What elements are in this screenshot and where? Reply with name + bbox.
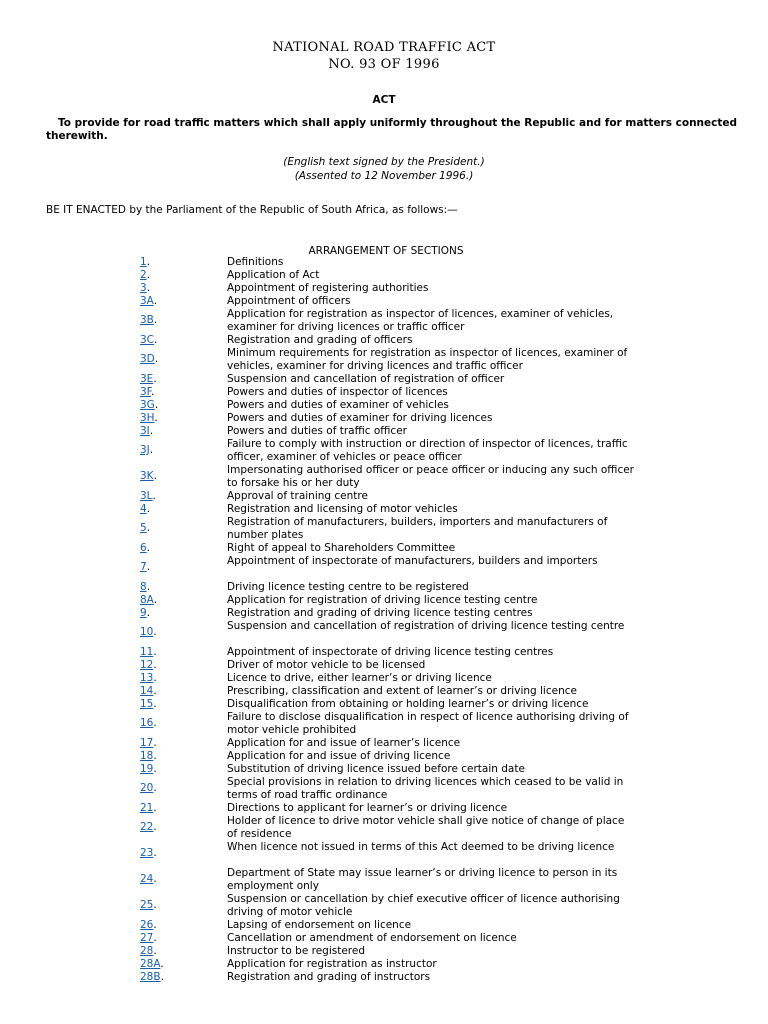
section-row: [0, 347, 768, 373]
section-title: Special provisions in relation to driving licences which ceased to be valid in terms of road traffic ordinance: [227, 776, 624, 801]
section-link[interactable]: 3D: [140, 353, 155, 365]
section-title: Lapsing of endorsement on licence: [227, 919, 412, 931]
section-link[interactable]: 26: [140, 919, 154, 931]
section-title: Application of Act: [227, 269, 320, 281]
section-number: 17.: [140, 737, 157, 749]
section-number: 3B.: [140, 314, 158, 326]
section-title: Suspension and cancellation of registration of officer: [227, 373, 505, 385]
section-title: Application for registration as instructor: [227, 958, 437, 970]
section-link[interactable]: 3B: [140, 314, 154, 326]
section-title: Driver of motor vehicle to be licensed: [227, 659, 426, 671]
arrangement-heading: ARRANGEMENT OF SECTIONS: [308, 245, 464, 257]
section-number: 11.: [140, 646, 157, 658]
section-link[interactable]: 2: [140, 269, 147, 281]
section-number: 5.: [140, 522, 151, 534]
section-row: [0, 464, 768, 490]
act-number: NO. 93 OF 1996: [328, 57, 440, 72]
section-row: [0, 412, 768, 425]
section-row: [0, 334, 768, 347]
section-row: [0, 932, 768, 945]
section-title: Directions to applicant for learner’s or driving licence: [227, 802, 508, 814]
section-row: [0, 503, 768, 516]
section-title: Cancellation or amendment of endorsement on licence: [227, 932, 517, 944]
section-title: Registration of manufacturers, builders, importers and manufacturers of number plates: [227, 516, 608, 541]
section-title: Application for and issue of learner’s licence: [227, 737, 461, 749]
section-title: Prescribing, classification and extent of learner’s or driving licence: [227, 685, 577, 697]
sections-list: [0, 256, 768, 984]
section-link[interactable]: 18: [140, 750, 154, 762]
section-number: 21.: [140, 802, 157, 814]
section-link[interactable]: 16: [140, 717, 154, 729]
section-number: 3C.: [140, 334, 158, 346]
section-number: 4.: [140, 503, 151, 515]
section-number: 15.: [140, 698, 157, 710]
section-number: 12.: [140, 659, 157, 671]
section-link[interactable]: 7: [140, 561, 147, 573]
section-number: 3G.: [140, 399, 159, 411]
section-link[interactable]: 24: [140, 873, 154, 885]
section-row: [0, 542, 768, 555]
section-row: [0, 646, 768, 659]
section-row: [0, 711, 768, 737]
section-row: [0, 581, 768, 594]
section-row: [0, 256, 768, 269]
section-row: [0, 815, 768, 841]
section-link[interactable]: 14: [140, 685, 154, 697]
section-number: 25.: [140, 899, 157, 911]
section-title: Powers and duties of examiner of vehicles: [227, 399, 449, 411]
section-link[interactable]: 13: [140, 672, 154, 684]
section-row: [0, 490, 768, 503]
section-link[interactable]: 15: [140, 698, 154, 710]
section-number: 18.: [140, 750, 157, 762]
signed-note: (English text signed by the President.): [283, 156, 485, 168]
section-row: [0, 971, 768, 984]
section-title: Failure to disclose disqualification in respect of licence authorising driving of motor vehicle prohibited: [227, 711, 629, 736]
section-number: 3D.: [140, 353, 159, 365]
section-row: [0, 698, 768, 711]
section-title: Registration and grading of driving licence testing centres: [227, 607, 533, 619]
section-title: Holder of licence to drive motor vehicle shall give notice of change of place of residence: [227, 815, 625, 840]
section-link[interactable]: 3K: [140, 470, 154, 482]
section-title: Right of appeal to Shareholders Committee: [227, 542, 456, 554]
section-link[interactable]: 8A: [140, 594, 154, 606]
section-link[interactable]: 11: [140, 646, 154, 658]
section-number: 2.: [140, 269, 151, 281]
section-row: [0, 308, 768, 334]
section-title: Registration and grading of officers: [227, 334, 413, 346]
section-row: [0, 295, 768, 308]
section-row: [0, 373, 768, 386]
section-row: [0, 607, 768, 620]
section-number: 20.: [140, 782, 157, 794]
section-link[interactable]: 3C: [140, 334, 155, 346]
section-number: 19.: [140, 763, 157, 775]
act-purpose: To provide for road traffic matters which shall apply uniformly throughout the Republic and for matters connected therewith.: [46, 117, 738, 142]
section-row: [0, 893, 768, 919]
section-link[interactable]: 3L: [140, 490, 153, 502]
assent-note: (Assented to 12 November 1996.): [294, 170, 474, 182]
section-title: Licence to drive, either learner’s or driving licence: [227, 672, 492, 684]
section-link[interactable]: 25: [140, 899, 154, 911]
section-row: [0, 867, 768, 893]
section-number: 3K.: [140, 470, 157, 482]
section-row: [0, 841, 768, 867]
section-number: 27.: [140, 932, 157, 944]
section-title: Failure to comply with instruction or direction of inspector of licences, traffic officer, examiner of vehicles or peace officer: [227, 438, 628, 463]
section-title: When licence not issued in terms of this Act deemed to be driving licence: [227, 841, 615, 853]
section-row: [0, 425, 768, 438]
section-link[interactable]: 9: [140, 607, 147, 619]
section-title: Definitions: [227, 256, 284, 268]
section-row: [0, 958, 768, 971]
section-row: [0, 282, 768, 295]
section-number: 9.: [140, 607, 151, 619]
section-number: 24.: [140, 873, 157, 885]
enacting-clause: BE IT ENACTED by the Parliament of the Republic of South Africa, as follows:—: [46, 204, 458, 216]
act-label: ACT: [372, 94, 396, 106]
section-row: [0, 620, 768, 646]
section-row: [0, 516, 768, 542]
section-number: 1.: [140, 256, 151, 268]
section-title: Appointment of inspectorate of driving licence testing centres: [227, 646, 554, 658]
section-number: 8A.: [140, 594, 158, 606]
section-link[interactable]: 10: [140, 626, 154, 638]
section-title: Impersonating authorised officer or peace officer or inducing any such officer to forsake his or her duty: [227, 464, 635, 489]
section-title: Suspension and cancellation of registration of driving licence testing centre: [227, 620, 625, 632]
section-title: Approval of training centre: [227, 490, 368, 502]
section-title: Disqualification from obtaining or holding learner’s or driving licence: [227, 698, 589, 710]
section-number: 10.: [140, 626, 157, 638]
section-number: 3L.: [140, 490, 156, 502]
section-row: [0, 386, 768, 399]
section-title: Powers and duties of traffic officer: [227, 425, 407, 437]
section-title: Department of State may issue learner’s or driving licence to person in its employment only: [227, 867, 618, 892]
section-title: Powers and duties of inspector of licences: [227, 386, 448, 398]
section-title: Appointment of registering authorities: [227, 282, 429, 294]
section-link[interactable]: 5: [140, 522, 147, 534]
section-row: [0, 776, 768, 802]
section-link[interactable]: 8: [140, 581, 147, 593]
section-row: [0, 737, 768, 750]
section-title: Minimum requirements for registration as inspector of licences, examiner of vehicles, examiner for driving licences and traffic officer: [227, 347, 628, 372]
section-link[interactable]: 3E: [140, 373, 154, 385]
section-link[interactable]: 28B: [140, 971, 161, 983]
section-number: 3F.: [140, 386, 155, 398]
section-link[interactable]: 27: [140, 932, 154, 944]
section-number: 3E.: [140, 373, 157, 385]
section-link[interactable]: 22: [140, 821, 154, 833]
act-title: NATIONAL ROAD TRAFFIC ACT: [272, 40, 496, 55]
section-row: [0, 945, 768, 958]
section-title: Registration and licensing of motor vehicles: [227, 503, 458, 515]
section-title: Appointment of inspectorate of manufacturers, builders and importers: [227, 555, 598, 567]
section-link[interactable]: 21: [140, 802, 154, 814]
section-row: [0, 269, 768, 282]
section-title: Powers and duties of examiner for driving licences: [227, 412, 493, 424]
section-number: 3H.: [140, 412, 158, 424]
section-link[interactable]: 3F: [140, 386, 152, 398]
section-number: 26.: [140, 919, 157, 931]
section-row: [0, 659, 768, 672]
section-title: Appointment of officers: [227, 295, 351, 307]
section-number: 3A.: [140, 295, 158, 307]
section-link[interactable]: 19: [140, 763, 154, 775]
section-number: 22.: [140, 821, 157, 833]
section-link[interactable]: 1: [140, 256, 147, 268]
section-row: [0, 399, 768, 412]
section-number: 28B.: [140, 971, 164, 983]
section-link[interactable]: 3H: [140, 412, 155, 424]
section-link[interactable]: 3G: [140, 399, 155, 411]
section-title: Substitution of driving licence issued before certain date: [227, 763, 525, 775]
section-link[interactable]: 23: [140, 847, 154, 859]
section-link[interactable]: 3A: [140, 295, 154, 307]
section-row: [0, 919, 768, 932]
section-link[interactable]: 17: [140, 737, 154, 749]
section-number: 23.: [140, 847, 157, 859]
section-number: 28A.: [140, 958, 164, 970]
section-row: [0, 802, 768, 815]
section-number: 3I.: [140, 425, 154, 437]
section-number: 28.: [140, 945, 157, 957]
section-row: [0, 763, 768, 776]
section-link[interactable]: 3: [140, 282, 147, 294]
section-row: [0, 438, 768, 464]
section-link[interactable]: 6: [140, 542, 147, 554]
section-number: 14.: [140, 685, 157, 697]
section-row: [0, 555, 768, 581]
section-row: [0, 672, 768, 685]
section-link[interactable]: 3I: [140, 425, 150, 437]
section-link[interactable]: 3J: [140, 444, 150, 456]
section-title: Registration and grading of instructors: [227, 971, 431, 983]
section-number: 3.: [140, 282, 151, 294]
section-title: Application for registration of driving licence testing centre: [227, 594, 538, 606]
section-row: [0, 750, 768, 763]
section-link[interactable]: 12: [140, 659, 154, 671]
section-title: Driving licence testing centre to be registered: [227, 581, 469, 593]
section-link[interactable]: 4: [140, 503, 147, 515]
section-number: 6.: [140, 542, 151, 554]
section-row: [0, 685, 768, 698]
section-title: Application for registration as inspector of licences, examiner of vehicles, examiner for driving licences or traffic officer: [227, 308, 614, 333]
section-link[interactable]: 28: [140, 945, 154, 957]
section-title: Instructor to be registered: [227, 945, 366, 957]
section-row: [0, 594, 768, 607]
section-title: Suspension or cancellation by chief executive officer of licence authorising driving of motor vehicle: [227, 893, 620, 918]
section-link[interactable]: 28A: [140, 958, 161, 970]
section-number: 7.: [140, 561, 151, 573]
section-number: 8.: [140, 581, 151, 593]
section-title: Application for and issue of driving licence: [227, 750, 451, 762]
section-number: 13.: [140, 672, 157, 684]
section-number: 3J.: [140, 444, 154, 456]
section-number: 16.: [140, 717, 157, 729]
section-link[interactable]: 20: [140, 782, 154, 794]
